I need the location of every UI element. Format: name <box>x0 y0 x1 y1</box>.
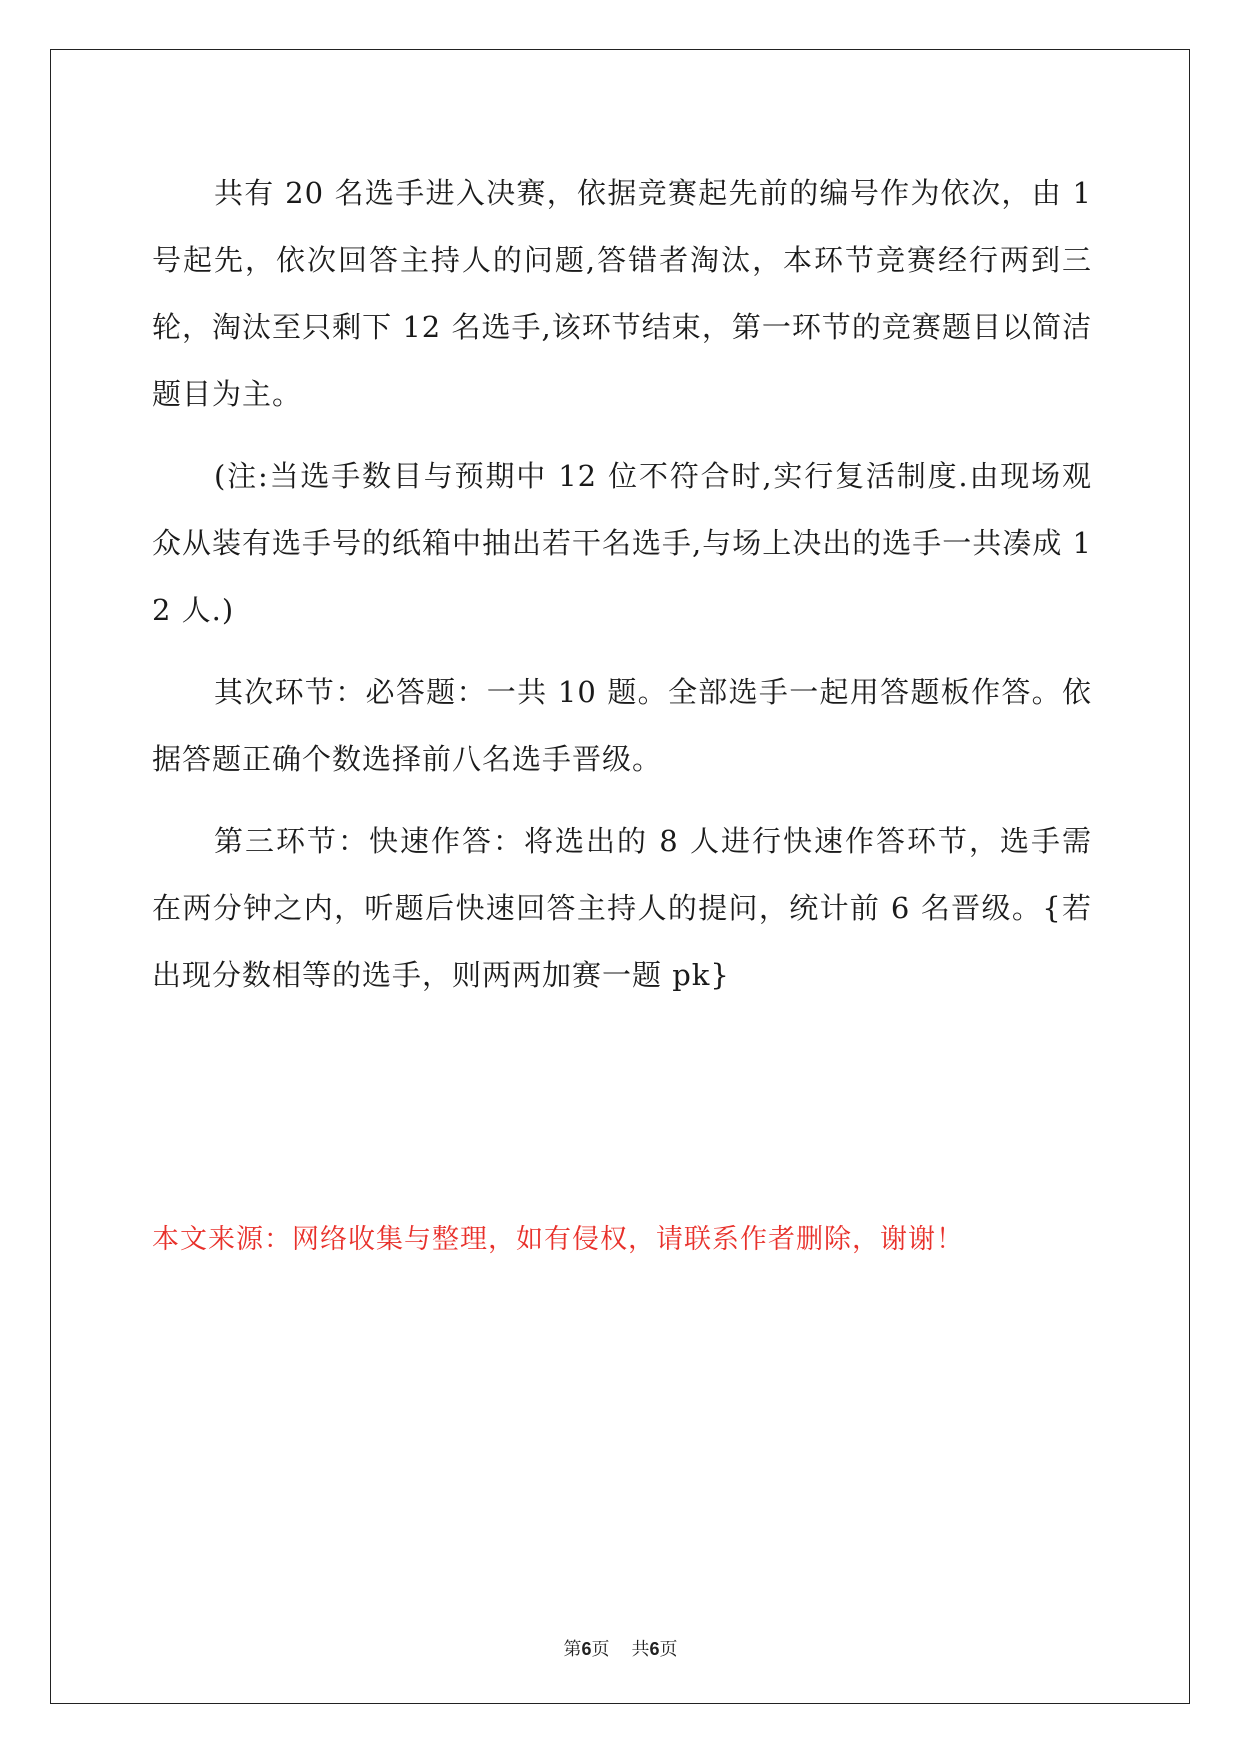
source-disclaimer: 本文来源：网络收集与整理，如有侵权，请联系作者删除，谢谢！ <box>152 1224 964 1255</box>
page-prefix: 第 <box>563 1639 582 1660</box>
page-footer <box>0 1635 1241 1661</box>
paragraph-note-revival: (注:当选手数目与预期中 12 位不符合时,实行复活制度.由现场观众从装有选手号的纸箱中抽出若干名选手,与场上决出的选手一共凑成 12 人.) <box>152 459 1092 627</box>
page-current: 6 <box>581 1639 592 1659</box>
paragraph-second-round: 其次环节：必答题：一共 10 题。全部选手一起用答题板作答。依据答题正确个数选择前八名选手晋级。 <box>152 675 1092 776</box>
paragraph-final-round: 共有 20 名选手进入决赛，依据竞赛起先前的编号作为依次，由 1 号起先，依次回答主持人的问题,答错者淘汰，本环节竞赛经行两到三轮，淘汰至只剩下 12 名选手,该环节结束，第一环节的竞赛题目以简洁题目为主。 <box>152 176 1092 411</box>
total-suffix: 页 <box>659 1639 678 1660</box>
page-total: 6 <box>649 1639 660 1659</box>
document-body <box>152 160 1092 1024</box>
page-suffix: 页 <box>591 1639 610 1660</box>
paragraph-third-round: 第三环节：快速作答：将选出的 8 人进行快速作答环节，选手需在两分钟之内，听题后快速回答主持人的提问，统计前 6 名晋级。{若出现分数相等的选手，则两两加赛一题 pk} <box>152 824 1092 992</box>
total-prefix: 共 <box>631 1639 650 1660</box>
